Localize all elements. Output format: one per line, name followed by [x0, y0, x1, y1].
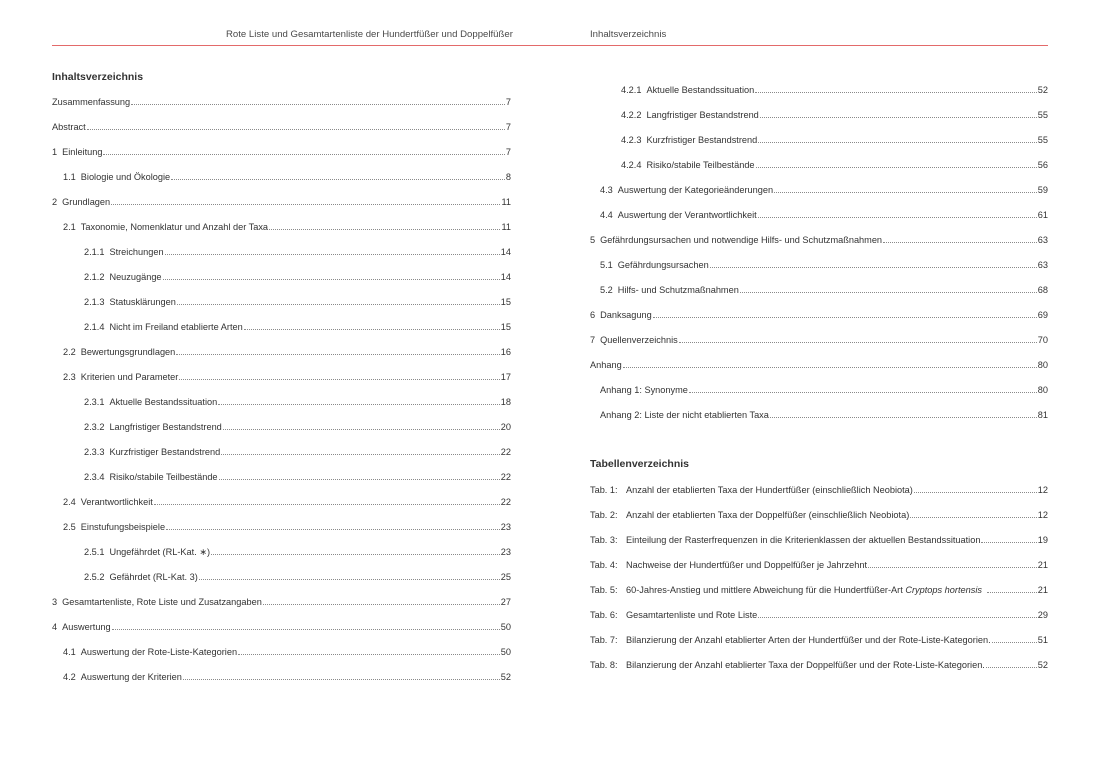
toc-entry-number: 2.3.3	[84, 447, 105, 457]
toc-entry-title: Gesamtartenliste, Rote Liste und Zusatzangaben	[62, 597, 262, 607]
toc-entry-page: 23	[500, 522, 511, 532]
dot-leader	[165, 245, 500, 255]
toc-entry[interactable]	[590, 333, 1048, 347]
toc-entry-number: 6	[590, 310, 596, 320]
toc-entry[interactable]	[52, 220, 511, 234]
table-entry-label: Tab. 3:	[590, 535, 618, 545]
toc-entry-number: 4.2.4	[621, 160, 642, 170]
toc-entry-page: 17	[500, 372, 511, 382]
table-entry-page: 19	[1037, 535, 1048, 545]
table-entry[interactable]	[590, 558, 1048, 572]
dot-leader	[112, 620, 500, 630]
dot-leader	[221, 445, 500, 455]
toc-entry-number: 4.2.2	[621, 110, 642, 120]
toc-entry-title: Zusammenfassung	[52, 97, 131, 107]
toc-entry-title: Langfristiger Bestandstrend	[109, 422, 222, 432]
toc-entry-page: 61	[1037, 210, 1048, 220]
toc-entry-title: Anhang	[590, 360, 622, 370]
toc-entry-page: 7	[505, 122, 511, 132]
toc-entry-title: Biologie und Ökologie	[80, 172, 171, 182]
table-entry[interactable]	[590, 583, 1048, 597]
toc-entry-number: 2.5.2	[84, 572, 105, 582]
toc-entry-title: Grundlagen	[62, 197, 111, 207]
running-head-title: Rote Liste und Gesamtartenliste der Hundertfüßer und Doppelfüßer	[226, 29, 513, 40]
toc-entry[interactable]	[52, 320, 511, 334]
toc-entry-title: Hilfs- und Schutzmaßnahmen	[617, 285, 739, 295]
toc-entry-page: 55	[1037, 110, 1048, 120]
dot-leader	[218, 395, 500, 405]
toc-entry-number: 1	[52, 147, 58, 157]
dot-leader	[760, 108, 1037, 118]
dot-leader	[131, 95, 505, 105]
dot-leader	[263, 595, 500, 605]
table-entry-title: Einteilung der Rasterfrequenzen in die Kriterienklassen der aktuellen Bestandssituation	[626, 535, 981, 545]
toc-entry[interactable]	[52, 370, 511, 384]
table-entry-label: Tab. 8:	[590, 660, 618, 670]
toc-entry-page: 22	[500, 447, 511, 457]
toc-entry-title: Nicht im Freiland etablierte Arten	[109, 322, 243, 332]
toc-entry-page: 15	[500, 322, 511, 332]
toc-entry-page: 68	[1037, 285, 1048, 295]
toc-entry-number: 2.3	[63, 372, 76, 382]
toc-entry[interactable]	[590, 158, 1048, 172]
table-entry[interactable]	[590, 483, 1048, 497]
toc-entry-title: Einstufungsbeispiele	[80, 522, 166, 532]
toc-entry-number: 2.3.4	[84, 472, 105, 482]
table-entry-page: 29	[1037, 610, 1048, 620]
toc-entry-number: 7	[590, 335, 596, 345]
dot-leader	[756, 158, 1037, 168]
toc-entry[interactable]	[52, 345, 511, 359]
toc-entry[interactable]	[590, 183, 1048, 197]
toc-heading: Inhaltsverzeichnis	[52, 71, 144, 83]
dot-leader	[914, 483, 1037, 493]
toc-entry-page: 16	[500, 347, 511, 357]
table-entry-page: 21	[1037, 560, 1048, 570]
dot-leader	[981, 533, 1036, 543]
toc-entry[interactable]	[52, 270, 511, 284]
dot-leader	[653, 308, 1037, 318]
dot-leader	[755, 83, 1037, 93]
toc-entry-title: Statusklärungen	[109, 297, 176, 307]
toc-entry[interactable]	[52, 170, 511, 184]
toc-entry-number: 2.1	[63, 222, 76, 232]
toc-entry[interactable]	[52, 145, 511, 159]
toc-entry-title: Auswertung	[62, 622, 111, 632]
toc-entry-number: 2.3.2	[84, 422, 105, 432]
toc-entry[interactable]	[590, 208, 1048, 222]
toc-entry-number: 3	[52, 597, 58, 607]
table-entry-species: Cryptops hortensis	[905, 585, 982, 595]
toc-entry[interactable]	[52, 395, 511, 409]
running-head-section: Inhaltsverzeichnis	[590, 29, 667, 40]
toc-entry[interactable]	[590, 233, 1048, 247]
toc-entry[interactable]	[590, 383, 1048, 397]
dot-leader	[679, 333, 1037, 343]
table-entry-page: 12	[1037, 485, 1048, 495]
toc-entry-title: Anhang 2: Liste der nicht etablierten Taxa	[600, 410, 769, 420]
toc-entry-number: 2.5.1	[84, 547, 105, 557]
toc-entry-page: 55	[1037, 135, 1048, 145]
toc-entry[interactable]	[52, 195, 511, 209]
toc-entry-number: 2.1.3	[84, 297, 105, 307]
toc-entry[interactable]	[52, 295, 511, 309]
dot-leader	[623, 358, 1037, 368]
table-entry-title: Anzahl der etablierten Taxa der Doppelfüßer (einschließlich Neobiota)	[626, 510, 910, 520]
toc-entry-page: 7	[505, 97, 511, 107]
dot-leader	[103, 145, 504, 155]
table-entry-page: 21	[1037, 585, 1048, 595]
toc-entry-title: Taxonomie, Nomenklatur und Anzahl der Taxa	[80, 222, 269, 232]
dot-leader	[758, 608, 1037, 618]
toc-entry[interactable]	[52, 495, 511, 509]
table-entry-title: Gesamtartenliste und Rote Liste	[626, 610, 758, 620]
dot-leader	[154, 495, 500, 505]
toc-entry-title: Danksagung	[600, 310, 652, 320]
toc-entry-page: 14	[500, 247, 511, 257]
toc-entry-page: 63	[1037, 260, 1048, 270]
toc-entry-title: Langfristiger Bestandstrend	[646, 110, 759, 120]
toc-entry-page: 52	[500, 672, 511, 682]
toc-entry-page: 22	[500, 497, 511, 507]
dot-leader	[689, 383, 1037, 393]
toc-entry-number: 5.2	[600, 285, 613, 295]
toc-entry-title: Quellenverzeichnis	[600, 335, 678, 345]
toc-entry-number: 2.2	[63, 347, 76, 357]
dot-leader	[710, 258, 1037, 268]
toc-entry-number: 4.3	[600, 185, 613, 195]
toc-entry-number: 5.1	[600, 260, 613, 270]
toc-entry[interactable]	[52, 95, 511, 109]
toc-entry-page: 56	[1037, 160, 1048, 170]
toc-entry-title: Kriterien und Parameter	[80, 372, 179, 382]
dot-leader	[238, 645, 500, 655]
toc-entry[interactable]	[590, 283, 1048, 297]
header-rule	[52, 45, 1048, 46]
dot-leader	[163, 270, 500, 280]
dot-leader	[910, 508, 1037, 518]
toc-entry-title: Aktuelle Bestandssituation	[646, 85, 755, 95]
dot-leader	[176, 345, 499, 355]
toc-entry[interactable]	[52, 245, 511, 259]
table-entry-page: 12	[1037, 510, 1048, 520]
toc-entry-number: 2.5	[63, 522, 76, 532]
toc-entry-number: 4.2.1	[621, 85, 642, 95]
dot-leader	[111, 195, 500, 205]
toc-entry-title: Kurzfristiger Bestandstrend	[109, 447, 221, 457]
dot-leader	[177, 295, 500, 305]
toc-entry-page: 50	[500, 622, 511, 632]
table-entry-label: Tab. 6:	[590, 610, 618, 620]
dot-leader	[883, 233, 1037, 243]
toc-entry-page: 18	[500, 397, 511, 407]
toc-entry[interactable]	[590, 358, 1048, 372]
toc-entry-page: 11	[501, 197, 511, 207]
toc-entry-number: 2.1.2	[84, 272, 105, 282]
toc-entry-page: 69	[1037, 310, 1048, 320]
toc-entry-title: Einleitung	[62, 147, 103, 157]
toc-entry-number: 2.1.1	[84, 247, 105, 257]
dot-leader	[199, 570, 500, 580]
table-entry-title: Anzahl der etablierten Taxa der Hundertfüßer (einschließlich Neobiota)	[626, 485, 913, 495]
toc-entry-page: 20	[500, 422, 511, 432]
dot-leader	[986, 658, 1037, 668]
toc-entry-page: 15	[500, 297, 511, 307]
dot-leader	[87, 120, 505, 130]
dot-leader	[269, 220, 500, 230]
toc-entry-title: Gefährdet (RL-Kat. 3)	[109, 572, 198, 582]
dot-leader	[244, 320, 500, 330]
toc-entry-number: 2	[52, 197, 58, 207]
toc-entry-title: Kurzfristiger Bestandstrend	[646, 135, 758, 145]
toc-entry-page: 80	[1037, 360, 1048, 370]
table-entry-label: Tab. 4:	[590, 560, 618, 570]
toc-entry-page: 23	[500, 547, 511, 557]
table-entry[interactable]	[590, 608, 1048, 622]
table-entry-page: 52	[1037, 660, 1048, 670]
toc-entry[interactable]	[52, 645, 511, 659]
toc-entry-page: 22	[500, 472, 511, 482]
table-entry-title: Nachweise der Hundertfüßer und Doppelfüßer je Jahrzehnt	[626, 560, 868, 570]
dot-leader	[992, 633, 1037, 643]
table-entry[interactable]	[590, 533, 1048, 547]
table-entry[interactable]	[590, 508, 1048, 522]
toc-entry[interactable]	[590, 408, 1048, 422]
dot-leader	[740, 283, 1037, 293]
toc-entry-number: 2.3.1	[84, 397, 105, 407]
toc-entry[interactable]	[52, 420, 511, 434]
toc-entry[interactable]	[590, 133, 1048, 147]
toc-entry-page: 52	[1037, 85, 1048, 95]
toc-entry[interactable]	[52, 620, 511, 634]
table-entry-label: Tab. 2:	[590, 510, 618, 520]
toc-entry[interactable]	[590, 308, 1048, 322]
toc-entry-title: Anhang 1: Synonyme	[600, 385, 688, 395]
toc-entry[interactable]	[52, 670, 511, 684]
dot-leader	[211, 545, 500, 555]
toc-entry-title: Neuzugänge	[109, 272, 162, 282]
dot-leader	[179, 370, 499, 380]
toc-entry-page: 80	[1037, 385, 1048, 395]
dot-leader	[987, 583, 1037, 593]
toc-entry[interactable]	[52, 545, 511, 559]
toc-entry-title: Streichungen	[109, 247, 164, 257]
toc-entry[interactable]	[52, 520, 511, 534]
toc-entry-number: 2.1.4	[84, 322, 105, 332]
toc-entry-page: 27	[500, 597, 511, 607]
toc-entry[interactable]	[590, 83, 1048, 97]
dot-leader	[774, 183, 1037, 193]
toc-entry-number: 4.2.3	[621, 135, 642, 145]
table-entry-title: Bilanzierung der Anzahl etablierter Taxa der Doppelfüßer und der Rote-Liste-Kategorien.	[626, 660, 985, 670]
table-entry-title: Bilanzierung der Anzahl etablierter Arten der Hundertfüßer und der Rote-Liste-Kategorien.	[626, 635, 991, 645]
table-entry[interactable]	[590, 633, 1048, 647]
toc-entry-page: 11	[501, 222, 511, 232]
toc-entry[interactable]	[52, 595, 511, 609]
dot-leader	[183, 670, 500, 680]
toc-entry-title: Gefährdungsursachen	[617, 260, 709, 270]
toc-entry-number: 4.1	[63, 647, 76, 657]
toc-entry-title: Ungefährdet (RL-Kat. ∗)	[109, 547, 211, 557]
toc-entry-title: Abstract	[52, 122, 86, 132]
toc-entry[interactable]	[52, 445, 511, 459]
table-entry-page: 51	[1037, 635, 1048, 645]
toc-entry[interactable]	[52, 120, 511, 134]
toc-entry-page: 50	[500, 647, 511, 657]
toc-entry-title: Auswertung der Kategorieänderungen	[617, 185, 774, 195]
table-entry-label: Tab. 5:	[590, 585, 618, 595]
toc-entry-title: Auswertung der Kriterien	[80, 672, 182, 682]
toc-entry-title: Risiko/stabile Teilbestände	[109, 472, 218, 482]
table-entry-label: Tab. 7:	[590, 635, 618, 645]
toc-entry-page: 59	[1037, 185, 1048, 195]
tables-heading: Tabellenverzeichnis	[590, 458, 690, 470]
dot-leader	[868, 558, 1037, 568]
table-entry-label: Tab. 1:	[590, 485, 618, 495]
toc-entry-title: Auswertung der Verantwortlichkeit	[617, 210, 757, 220]
dot-leader	[758, 133, 1037, 143]
dot-leader	[219, 470, 500, 480]
toc-entry[interactable]	[52, 570, 511, 584]
toc-entry-page: 8	[505, 172, 511, 182]
dot-leader	[166, 520, 500, 530]
toc-entry[interactable]	[52, 470, 511, 484]
toc-entry-page: 14	[500, 272, 511, 282]
dot-leader	[758, 208, 1037, 218]
toc-entry-page: 25	[500, 572, 511, 582]
toc-entry-title: Auswertung der Rote-Liste-Kategorien	[80, 647, 238, 657]
toc-entry-number: 1.1	[63, 172, 76, 182]
toc-entry-page: 7	[505, 147, 511, 157]
toc-entry-title: Verantwortlichkeit	[80, 497, 153, 507]
toc-entry-number: 4.4	[600, 210, 613, 220]
toc-entry-page: 81	[1037, 410, 1048, 420]
table-entry-title: 60-Jahres-Anstieg und mittlere Abweichung für die Hundertfüßer-Art	[626, 585, 903, 595]
dot-leader	[223, 420, 500, 430]
toc-entry-title: Risiko/stabile Teilbestände	[646, 160, 755, 170]
toc-entry-number: 2.4	[63, 497, 76, 507]
toc-entry-number: 5	[590, 235, 596, 245]
toc-entry[interactable]	[590, 108, 1048, 122]
table-entry[interactable]	[590, 658, 1048, 672]
toc-entry-number: 4.2	[63, 672, 76, 682]
toc-entry-page: 70	[1037, 335, 1048, 345]
dot-leader	[171, 170, 505, 180]
toc-entry-page: 63	[1037, 235, 1048, 245]
toc-entry-title: Gefährdungsursachen und notwendige Hilfs- und Schutzmaßnahmen	[600, 235, 883, 245]
dot-leader	[770, 408, 1037, 418]
toc-entry-title: Bewertungsgrundlagen	[80, 347, 176, 357]
toc-entry-title: Aktuelle Bestandssituation	[109, 397, 218, 407]
toc-entry-number: 4	[52, 622, 58, 632]
toc-entry[interactable]	[590, 258, 1048, 272]
